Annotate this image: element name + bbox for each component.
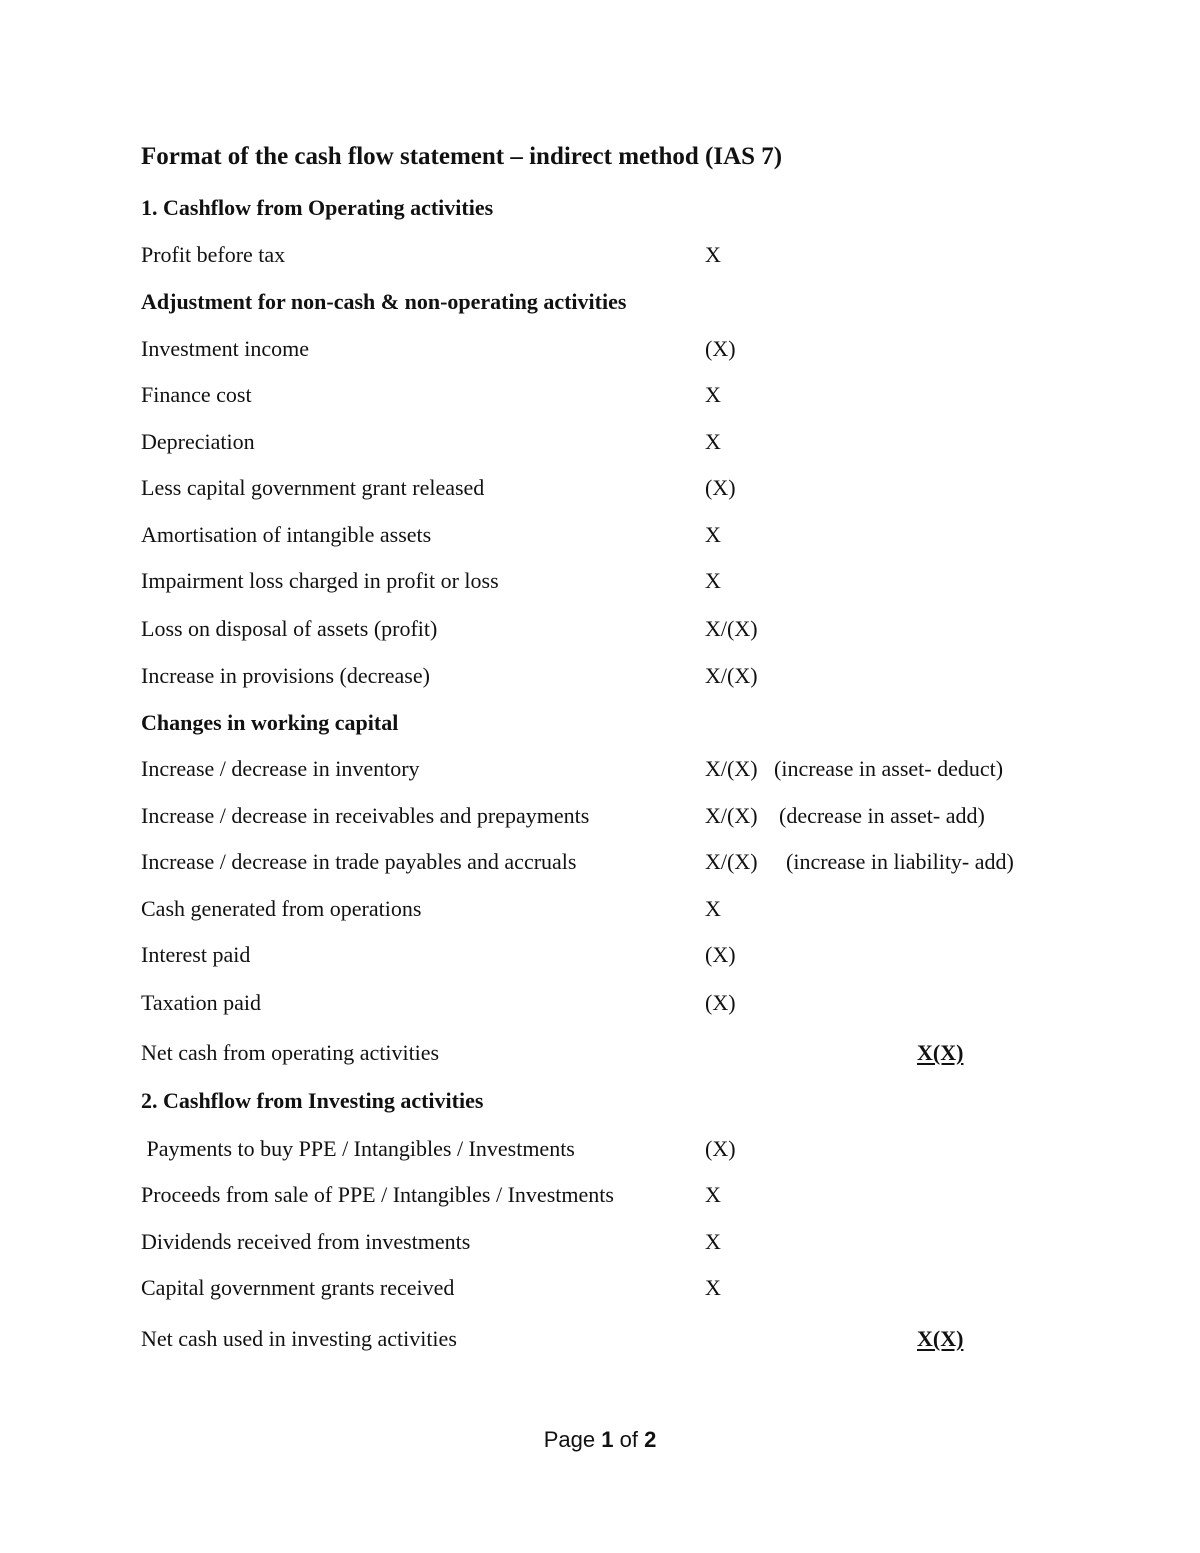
row-label: Cash generated from operations	[141, 896, 422, 921]
row-label: Loss on disposal of assets (profit)	[141, 616, 438, 641]
statement-row	[0, 1229, 1200, 1259]
row-label: Less capital government grant released	[141, 475, 485, 500]
footer-page-total: 2	[644, 1427, 657, 1452]
statement-row	[0, 522, 1200, 552]
row-value: (X)	[705, 475, 736, 500]
statement-row	[0, 942, 1200, 972]
adjustments-heading	[0, 289, 1200, 319]
statement-row	[0, 568, 1200, 598]
row-label: Capital government grants received	[141, 1275, 455, 1300]
statement-row	[0, 429, 1200, 459]
row-total: X(X)	[917, 1326, 964, 1351]
statement-row	[0, 1136, 1200, 1166]
statement-row	[0, 756, 1200, 786]
row-value: X	[705, 429, 721, 454]
statement-row	[0, 616, 1200, 646]
footer-of: of	[619, 1427, 638, 1452]
statement-row	[0, 663, 1200, 693]
row-value: X/(X)	[705, 849, 758, 874]
working-capital-heading-label: Changes in working capital	[141, 710, 399, 735]
row-label: Finance cost	[141, 382, 252, 407]
statement-row	[0, 990, 1200, 1020]
row-label: Depreciation	[141, 429, 255, 454]
row-value: X	[705, 242, 721, 267]
operating-heading	[0, 195, 1200, 225]
row-value: X	[705, 1275, 721, 1300]
row-label: Profit before tax	[141, 242, 286, 267]
row-value: X/(X)	[705, 663, 758, 688]
statement-row	[0, 1275, 1200, 1305]
page-footer	[0, 1427, 1200, 1453]
row-value: X/(X)	[705, 756, 758, 781]
row-label: Investment income	[141, 336, 310, 361]
row-label: Increase / decrease in trade payables and accruals	[141, 849, 577, 874]
row-total: X(X)	[917, 1040, 964, 1065]
row-value: X	[705, 382, 721, 407]
row-label: Increase in provisions (decrease)	[141, 663, 430, 688]
statement-row	[0, 896, 1200, 926]
row-value: X	[705, 522, 721, 547]
investing-heading	[0, 1088, 1200, 1118]
row-note: (increase in liability- add)	[786, 849, 1014, 874]
statement-row	[0, 382, 1200, 412]
investing-heading-label: 2. Cashflow from Investing activities	[141, 1088, 484, 1113]
net-operating-row	[0, 1040, 1200, 1070]
row-note: (decrease in asset- add)	[779, 803, 985, 828]
statement-row	[0, 242, 1200, 272]
row-value: X	[705, 1229, 721, 1254]
row-value: X	[705, 1182, 721, 1207]
row-value: (X)	[705, 336, 736, 361]
row-value: X/(X)	[705, 803, 758, 828]
row-label: Proceeds from sale of PPE / Intangibles / Investments	[141, 1182, 614, 1207]
adjustments-heading-label: Adjustment for non-cash & non-operating activities	[141, 289, 627, 314]
statement-row	[0, 475, 1200, 505]
statement-row	[0, 849, 1200, 879]
footer-prefix: Page	[543, 1427, 596, 1452]
row-label: Interest paid	[141, 942, 251, 967]
row-value: (X)	[705, 990, 736, 1015]
document-title: Format of the cash flow statement – indirect method (IAS 7)	[141, 143, 783, 170]
row-label: Net cash from operating activities	[141, 1040, 440, 1065]
row-value: X/(X)	[705, 616, 758, 641]
row-label: Increase / decrease in inventory	[141, 756, 420, 781]
operating-heading-label: 1. Cashflow from Operating activities	[141, 195, 494, 220]
row-note: (increase in asset- deduct)	[774, 756, 1004, 781]
row-label: Payments to buy PPE / Intangibles / Investments	[141, 1136, 575, 1161]
working-capital-heading	[0, 710, 1200, 740]
row-label: Amortisation of intangible assets	[141, 522, 432, 547]
footer-page-number: 1	[601, 1427, 614, 1452]
row-label: Increase / decrease in receivables and prepayments	[141, 803, 590, 828]
row-label: Impairment loss charged in profit or loss	[141, 568, 499, 593]
row-value: X	[705, 896, 721, 921]
net-investing-row	[0, 1326, 1200, 1356]
statement-row	[0, 336, 1200, 366]
row-value: X	[705, 568, 721, 593]
row-label: Net cash used in investing activities	[141, 1326, 457, 1351]
row-value: (X)	[705, 942, 736, 967]
statement-row	[0, 803, 1200, 833]
statement-row	[0, 1182, 1200, 1212]
row-label: Dividends received from investments	[141, 1229, 471, 1254]
row-label: Taxation paid	[141, 990, 262, 1015]
row-value: (X)	[705, 1136, 736, 1161]
